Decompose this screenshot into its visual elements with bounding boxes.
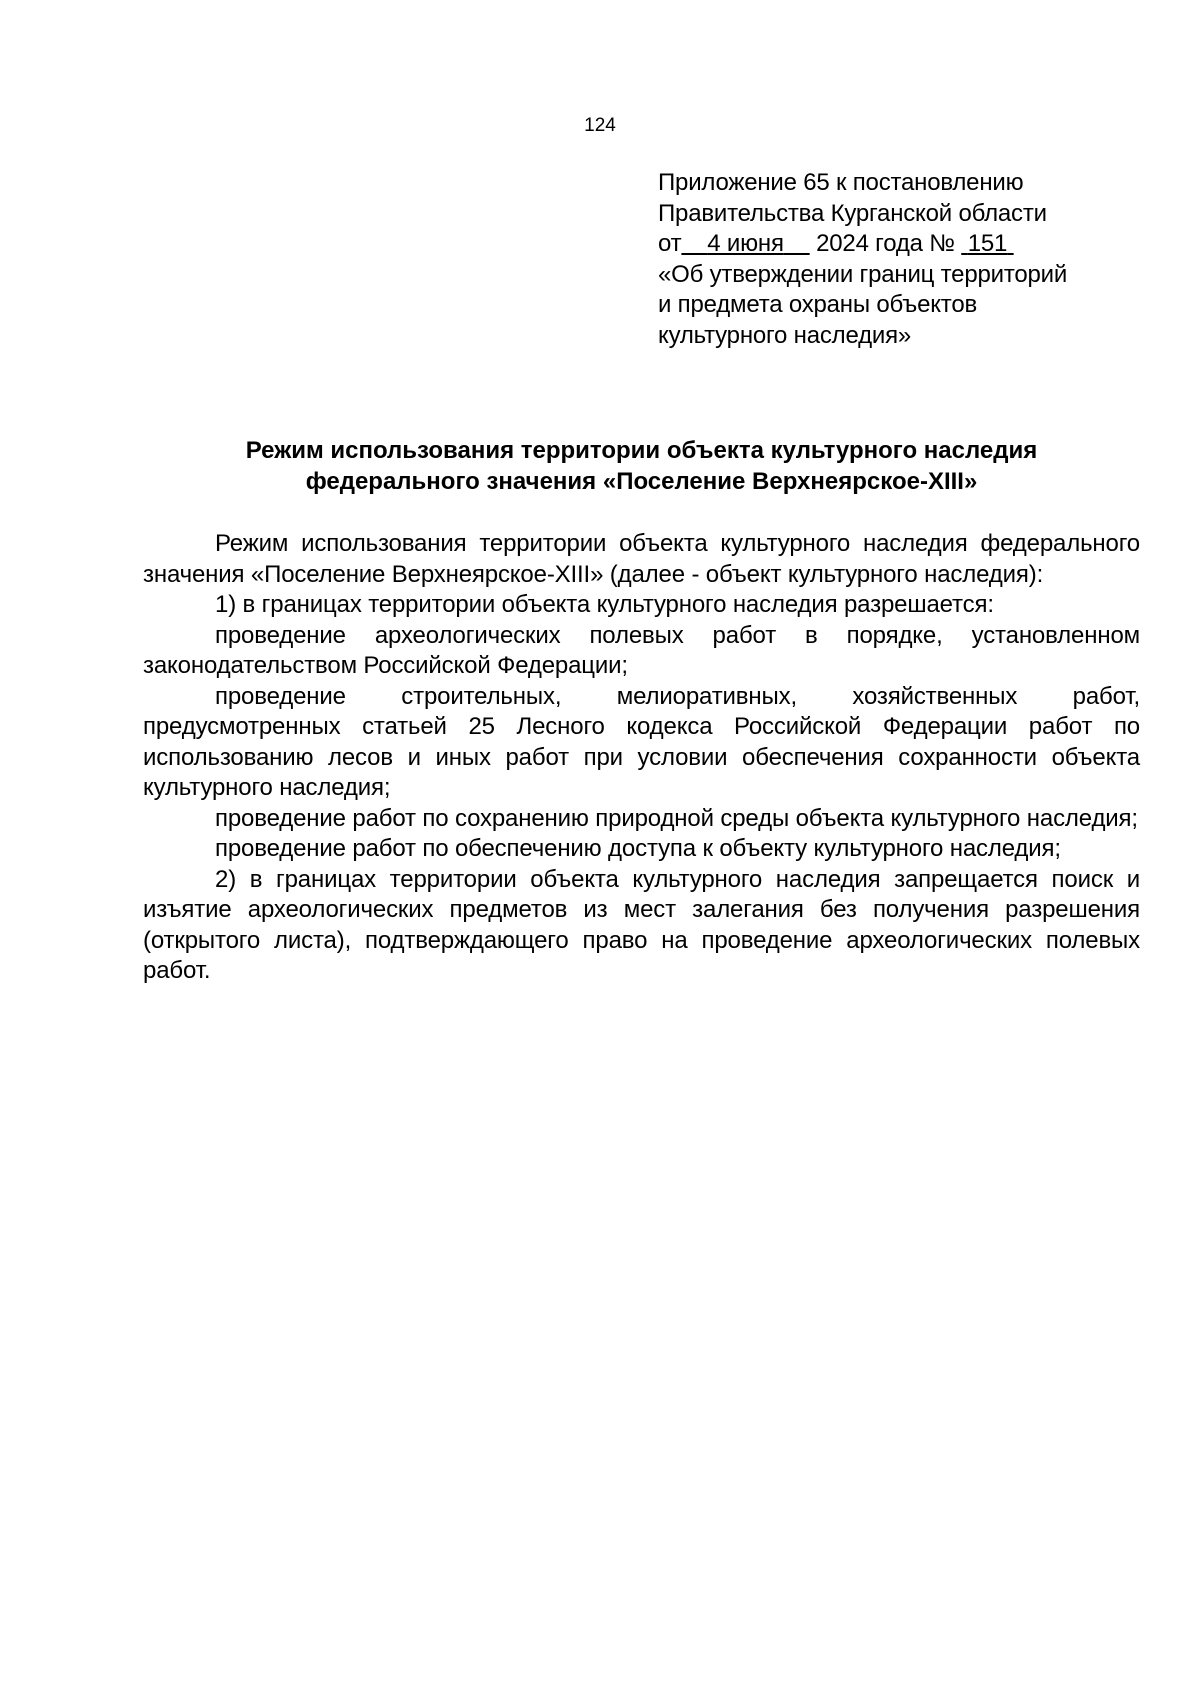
paragraph-intro: Режим использования территории объекта культурного наследия федерального значения «Поселение Верхнеярское-XIII» (далее - объект культурного наследия):	[143, 530, 1140, 588]
appendix-line-1: Приложение 65 к постановлению	[658, 169, 1024, 196]
paragraph-item-1: 1) в границах территории объекта культурного наследия разрешается:	[215, 591, 994, 618]
appendix-date-field	[681, 229, 809, 260]
document-title-line-1: Режим использования территории объекта культурного наследия	[245, 437, 1038, 464]
paragraph-access-works: проведение работ по обеспечению доступа к объекту культурного наследия;	[215, 835, 1061, 862]
paragraph-construction-works: проведение строительных, мелиоративных, хозяйственных работ, предусмотренных статьей 25 Лесного кодекса Российской Федерации работ по использованию лесов и иных работ при условии обеспечения сохранности объекта культурного наследия;	[143, 682, 1140, 801]
paragraph-archaeology-works: проведение археологических полевых работ в порядке, установленном законодательством Российской Федерации;	[143, 621, 1140, 679]
paragraph-environment-works: проведение работ по сохранению природной среды объекта культурного наследия;	[215, 804, 1138, 832]
document-body	[143, 529, 1140, 987]
appendix-header	[658, 168, 1158, 351]
appendix-line-2: Правительства Курганской области	[658, 199, 1047, 227]
appendix-date-value: 4 июня	[707, 230, 784, 257]
paragraph-item-2: 2) в границах территории объекта культурного наследия запрещается поиск и изъятие археологических предметов из мест залегания без получения разрешения (открытого листа), подтверждающего право на проведение археологических полевых работ.	[143, 865, 1140, 984]
appendix-number-value: 151	[967, 230, 1008, 257]
page-number: 124	[584, 115, 616, 136]
appendix-line-5: и предмета охраны объектов	[658, 291, 978, 318]
document-title	[143, 436, 1140, 497]
appendix-line-4: «Об утверждении границ территорий	[658, 260, 1068, 288]
appendix-line-6: культурного наследия»	[658, 321, 912, 349]
appendix-number-field	[961, 229, 1013, 260]
appendix-year-label: 2024 года №	[816, 230, 955, 257]
appendix-from-label: от	[658, 230, 682, 257]
document-title-line-2: федерального значения «Поселение Верхнеярское-XIII»	[305, 467, 978, 495]
appendix-line-3	[658, 229, 1158, 260]
